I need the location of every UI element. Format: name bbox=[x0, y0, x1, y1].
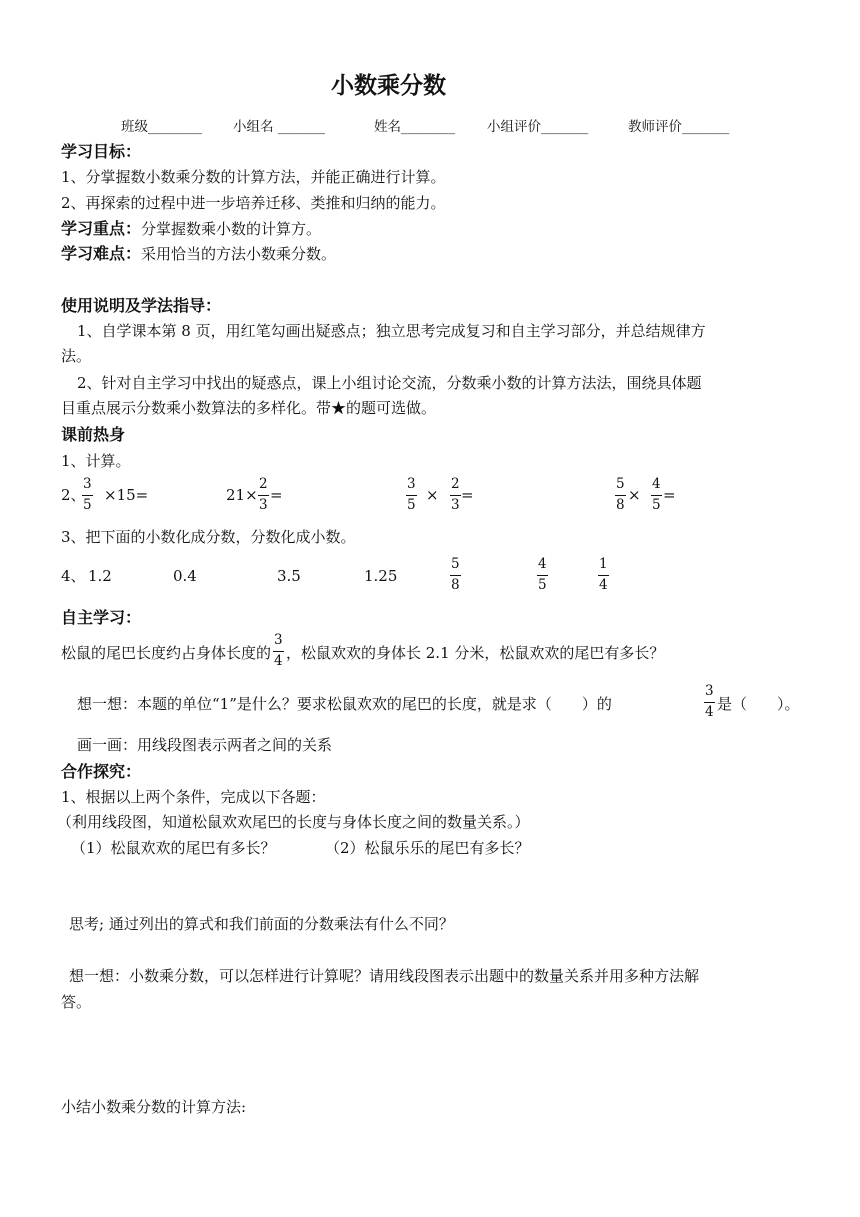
problem-tail: ，松鼠欢欢的身体长 2.1 分米，松鼠欢欢的尾巴有多长？ bbox=[286, 644, 665, 662]
warmup-item-3: 3、把下面的小数化成分数，分数化成小数。 bbox=[61, 528, 356, 546]
coop-note: （利用线段图，知道松鼠欢欢尾巴的长度与身体长度之间的数量关系。） bbox=[57, 813, 530, 831]
fraction-denominator: 5 bbox=[83, 496, 92, 513]
expr3-tail: = bbox=[461, 486, 474, 504]
warmup-item-1: 1、计算。 bbox=[61, 452, 131, 470]
fraction-denominator: 8 bbox=[451, 576, 460, 593]
problem-fraction bbox=[273, 634, 284, 668]
fraction-numerator: 3 bbox=[273, 634, 284, 652]
decimal-value: 1.25 bbox=[364, 567, 398, 585]
expr4-fraction-b bbox=[651, 478, 662, 512]
expr1-tail: ×15= bbox=[104, 486, 149, 504]
goal-item-2: 2、再探索的过程中进一步培养迁移、类推和归纳的能力。 bbox=[61, 194, 446, 212]
field-teacher-eval: 教师评价_______ bbox=[628, 119, 730, 135]
expr3-fraction-b bbox=[450, 478, 461, 512]
decimal-value: 1.2 bbox=[88, 567, 112, 585]
coop-think2-line2: 答。 bbox=[61, 993, 92, 1011]
coop-think: 思考; 通过列出的算式和我们前面的分数乘法有什么不同？ bbox=[69, 915, 454, 933]
field-student-name: 姓名________ bbox=[374, 119, 455, 135]
fraction-numerator: 1 bbox=[598, 558, 609, 576]
fraction-denominator: 8 bbox=[616, 496, 625, 513]
fraction-numerator: 3 bbox=[82, 478, 93, 496]
guide-p2-line2: 目重点展示分数乘小数算法的多样化。带★的题可选做。 bbox=[61, 399, 437, 417]
key-point-text: 分掌握数乘小数的计算方。 bbox=[141, 220, 322, 238]
guide-heading: 使用说明及学法指导： bbox=[61, 296, 222, 315]
difficult-point-label: 学习难点： bbox=[61, 244, 142, 263]
guide-p2-line1: 2、针对自主学习中找出的疑惑点，课上小组讨论交流，分数乘小数的计算方法法，围绕具体题 bbox=[77, 374, 702, 392]
goals-heading: 学习目标： bbox=[61, 142, 142, 161]
expr2-head: 21× bbox=[226, 486, 258, 504]
field-group-name: 小组名 _______ bbox=[233, 119, 326, 135]
fraction-numerator: 4 bbox=[651, 478, 662, 496]
expr3-fraction-a bbox=[406, 478, 417, 512]
fraction-numerator: 2 bbox=[258, 478, 269, 496]
fraction-denominator: 3 bbox=[259, 496, 268, 513]
coop-heading: 合作探究： bbox=[61, 762, 142, 781]
field-group-eval: 小组评价_______ bbox=[487, 119, 589, 135]
warmup-item-4-prefix: 4、 bbox=[61, 567, 86, 585]
expr1-fraction bbox=[82, 478, 93, 512]
convert-fraction-1 bbox=[450, 558, 461, 592]
problem-head: 松鼠的尾巴长度约占身体长度的 bbox=[61, 644, 272, 662]
convert-fraction-2 bbox=[537, 558, 548, 592]
fraction-denominator: 5 bbox=[538, 576, 547, 593]
convert-fraction-3 bbox=[598, 558, 609, 592]
guide-p1-line1: 1、自学课本第 8 页，用红笔勾画出疑惑点；独立思考完成复习和自主学习部分，并总结规律方 bbox=[77, 322, 706, 340]
fraction-numerator: 2 bbox=[450, 478, 461, 496]
coop-question-2: （2）松鼠乐乐的尾巴有多长？ bbox=[325, 839, 530, 857]
fraction-denominator: 4 bbox=[599, 576, 608, 593]
field-class: 班级________ bbox=[121, 119, 202, 135]
guide-p1-line2: 法。 bbox=[61, 347, 92, 365]
key-point-label: 学习重点： bbox=[61, 219, 142, 238]
warmup-heading: 课前热身 bbox=[61, 425, 126, 444]
expr2-tail: = bbox=[270, 486, 283, 504]
goal-item-1: 1、分掌握数小数乘分数的计算方法，并能正确进行计算。 bbox=[61, 168, 446, 186]
fraction-denominator: 4 bbox=[705, 703, 714, 720]
think-fraction bbox=[704, 685, 715, 719]
summary: 小结小数乘分数的计算方法: bbox=[61, 1098, 247, 1116]
fraction-numerator: 5 bbox=[450, 558, 461, 576]
fraction-numerator: 5 bbox=[615, 478, 626, 496]
fraction-numerator: 4 bbox=[537, 558, 548, 576]
fraction-numerator: 3 bbox=[704, 685, 715, 703]
draw-instruction: 画一画：用线段图表示两者之间的关系 bbox=[77, 736, 333, 754]
key-point bbox=[61, 221, 321, 237]
coop-question-1: （1）松鼠欢欢的尾巴有多长？ bbox=[71, 839, 276, 857]
think-head: 想一想：本题的单位“1”是什么？要求松鼠欢欢的尾巴的长度，就是求（ ）的 bbox=[77, 695, 612, 713]
coop-think2-line1: 想一想：小数乘分数，可以怎样进行计算呢？请用线段图表示出题中的数量关系并用多种方法解 bbox=[69, 967, 700, 985]
expr2-fraction bbox=[258, 478, 269, 512]
self-study-heading: 自主学习： bbox=[61, 608, 142, 627]
think-tail: 是（ ）。 bbox=[717, 695, 800, 713]
expr4-tail: = bbox=[663, 486, 676, 504]
difficult-point bbox=[61, 246, 336, 262]
fraction-denominator: 5 bbox=[652, 496, 661, 513]
warmup-item-2-prefix: 2、 bbox=[61, 486, 86, 504]
decimal-value: 3.5 bbox=[277, 567, 301, 585]
expr4-fraction-a bbox=[615, 478, 626, 512]
decimal-value: 0.4 bbox=[173, 567, 197, 585]
difficult-point-text: 采用恰当的方法小数乘分数。 bbox=[141, 245, 337, 263]
expr4-operator: × bbox=[628, 486, 641, 504]
page-title: 小数乘分数 bbox=[331, 73, 446, 99]
coop-item-1: 1、根据以上两个条件，完成以下各题： bbox=[61, 788, 326, 806]
fraction-denominator: 4 bbox=[274, 652, 283, 669]
fraction-denominator: 5 bbox=[407, 496, 416, 513]
fraction-numerator: 3 bbox=[406, 478, 417, 496]
expr3-operator: × bbox=[426, 486, 439, 504]
fraction-denominator: 3 bbox=[451, 496, 460, 513]
